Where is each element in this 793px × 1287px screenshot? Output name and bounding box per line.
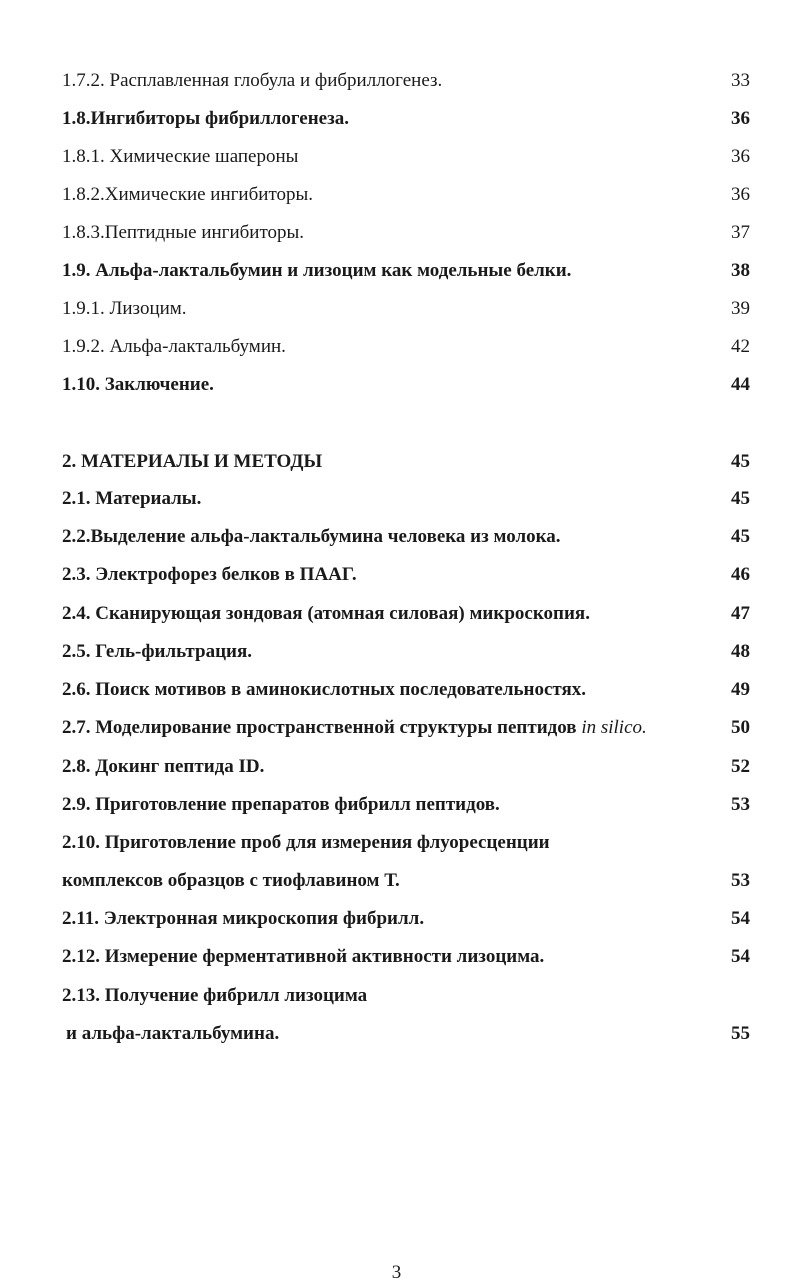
toc-entry-title: 2.11. Электронная микроскопия фибрилл. <box>62 908 425 929</box>
toc-entry <box>62 753 750 781</box>
toc-entry <box>62 905 750 933</box>
toc-entry <box>62 1020 750 1048</box>
toc-entry-page: 52 <box>731 756 750 777</box>
toc-entry-title: 2.4. Сканирующая зондовая (атомная силовая) микроскопия. <box>62 603 590 624</box>
toc-entry-page: 47 <box>731 603 750 624</box>
toc-entry <box>62 791 750 819</box>
toc-entry-title: комплексов образцов с тиофлавином Т. <box>62 870 400 891</box>
toc-entry-title: 1.8.Ингибиторы фибриллогенеза. <box>62 108 349 129</box>
toc-entry-title-italic: in silico. <box>581 717 647 738</box>
toc-entry-title <box>62 714 647 742</box>
toc-entry-page: 55 <box>731 1023 750 1044</box>
toc-entry-title: 1.8.2.Химические ингибиторы. <box>62 184 314 205</box>
toc-entry-title: 1.8.3.Пептидные ингибиторы. <box>62 222 305 243</box>
toc-entry <box>62 295 750 323</box>
toc-entry-page: 45 <box>731 451 750 472</box>
toc-entry-page: 36 <box>731 146 750 167</box>
toc-entry <box>62 600 750 628</box>
toc-entry <box>62 561 750 589</box>
toc-entry <box>62 867 750 895</box>
toc-entry-title: 1.8.1. Химические шапероны <box>62 146 299 167</box>
toc-entry-title: 1.9.2. Альфа-лактальбумин. <box>62 336 286 357</box>
toc-entry-title: 1.9. Альфа-лактальбумин и лизоцим как модельные белки. <box>62 260 572 281</box>
toc-entry-title: 2.6. Поиск мотивов в аминокислотных последовательностях. <box>62 679 587 700</box>
toc-entry-page: 54 <box>731 946 750 967</box>
toc-entry-page: 38 <box>731 260 750 281</box>
toc-entry-title: 2.12. Измерение ферментативной активности лизоцима. <box>62 946 545 967</box>
toc-entry-title: 1.9.1. Лизоцим. <box>62 298 187 319</box>
toc-entry-page: 45 <box>731 488 750 509</box>
toc-entry <box>62 943 750 971</box>
toc-entry-page: 49 <box>731 679 750 700</box>
toc-entry <box>62 638 750 666</box>
toc-entry <box>62 181 750 209</box>
toc-entry-title: 2.13. Получение фибрилл лизоцима <box>62 985 368 1006</box>
toc-entry-title-main: 2.7. Моделирование пространственной структуры пептидов <box>62 717 582 738</box>
toc-entry <box>62 676 750 704</box>
toc-entry-page: 37 <box>731 222 750 243</box>
toc-entry <box>62 371 750 399</box>
toc-entry <box>62 143 750 171</box>
toc-entry <box>62 105 750 133</box>
toc-entry-title: 2.3. Электрофорез белков в ПААГ. <box>62 564 357 585</box>
toc-entry-page: 45 <box>731 526 750 547</box>
toc-entry-page: 53 <box>731 794 750 815</box>
toc-entry <box>62 523 750 551</box>
toc-entry-page: 50 <box>731 717 750 738</box>
toc-entry <box>62 67 750 95</box>
toc-entry <box>62 714 750 742</box>
toc-entry-title: 2.8. Докинг пептида ID. <box>62 756 265 777</box>
toc-entry-title: и альфа-лактальбумина. <box>66 1023 280 1044</box>
toc-entry-page: 54 <box>731 908 750 929</box>
toc-entry-page: 39 <box>731 298 750 319</box>
toc-entry-page: 36 <box>731 184 750 205</box>
toc-entry-page: 46 <box>731 564 750 585</box>
toc-entry <box>62 257 750 285</box>
toc-entry <box>62 829 750 857</box>
toc-entry-title: 2. МАТЕРИАЛЫ И МЕТОДЫ <box>62 451 323 472</box>
toc-entry-page: 36 <box>731 108 750 129</box>
toc-entry-page: 42 <box>731 336 750 357</box>
toc-entry-title: 2.9. Приготовление препаратов фибрилл пептидов. <box>62 794 500 815</box>
toc-entry <box>62 982 750 1010</box>
toc-entry <box>62 485 750 513</box>
toc-entry-title: 2.2.Выделение альфа-лактальбумина человека из молока. <box>62 526 561 547</box>
toc-entry-page: 33 <box>731 70 750 91</box>
toc-entry <box>62 219 750 247</box>
toc-entry-title: 1.7.2. Расплавленная глобула и фибриллогенез. <box>62 70 443 91</box>
toc-entry-page: 44 <box>731 374 750 395</box>
toc-entry-page: 48 <box>731 641 750 662</box>
toc-entry-title: 2.5. Гель-фильтрация. <box>62 641 252 662</box>
toc-entry-page: 53 <box>731 870 750 891</box>
toc-section-heading <box>62 448 750 476</box>
toc-entry-title: 2.10. Приготовление проб для измерения флуоресценции <box>62 832 550 853</box>
toc-entry <box>62 333 750 361</box>
toc-entry-title: 2.1. Материалы. <box>62 488 202 509</box>
page-number: 3 <box>391 1262 402 1283</box>
toc-entry-title: 1.10. Заключение. <box>62 374 214 395</box>
